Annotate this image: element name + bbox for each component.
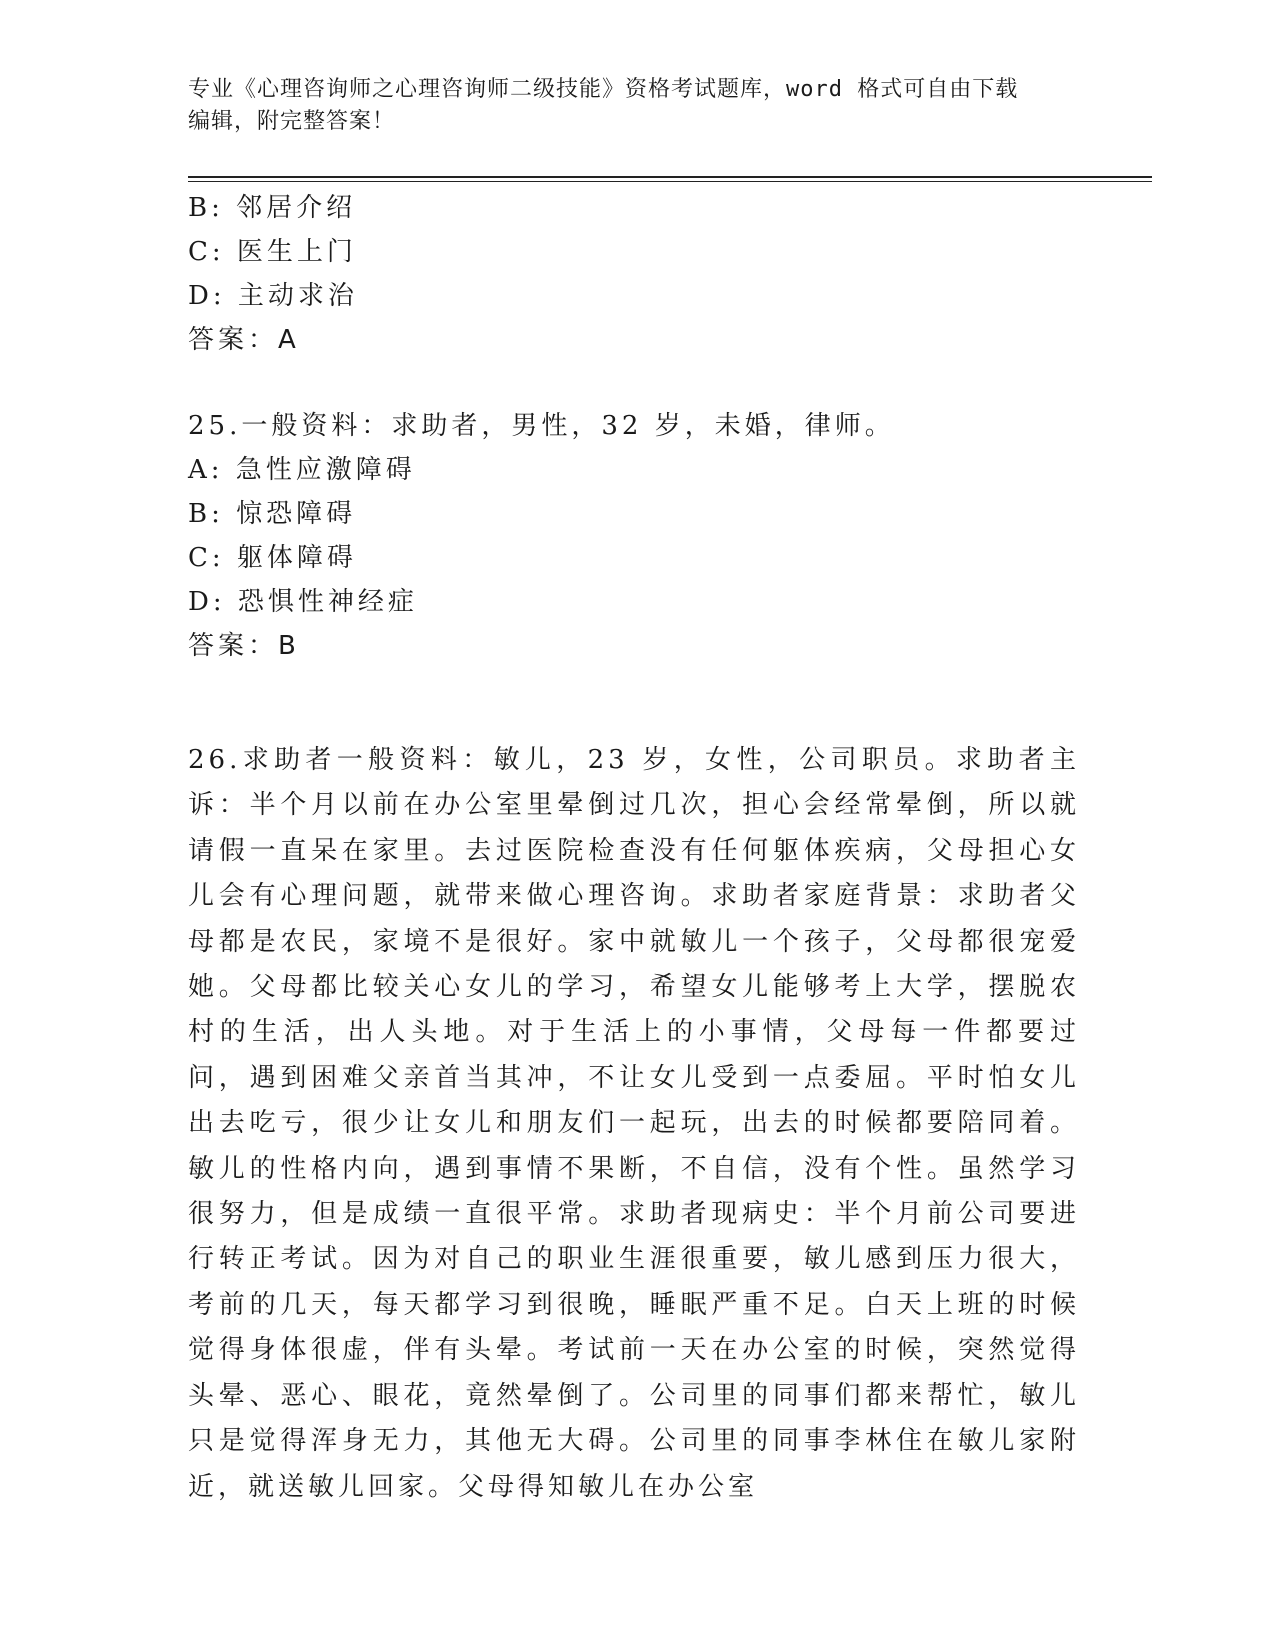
q24-answer: 答案：A — [188, 325, 300, 355]
q25-option-d: D: 恐惧性神经症 — [188, 587, 418, 617]
q25-stem: 25.一般资料：求助者，男性，32 岁，未婚，律师。 — [188, 411, 895, 441]
q25-option-b: B: 惊恐障碍 — [188, 499, 357, 529]
header-line-2: 编辑，附完整答案！ — [188, 109, 396, 134]
q25-option-c: C: 躯体障碍 — [188, 543, 357, 573]
page-header — [188, 74, 1088, 138]
q24-option-b: B: 邻居介绍 — [188, 193, 357, 223]
header-divider — [188, 176, 1152, 178]
header-line-1: 专业《心理咨询师之心理咨询师二级技能》资格考试题库，word 格式可自由下载 — [188, 77, 1019, 102]
q24-option-c: C: 医生上门 — [188, 237, 357, 267]
header-divider-thin — [188, 181, 1152, 182]
q26-paragraph: 26.求助者一般资料：敏儿，23 岁，女性，公司职员。求助者主诉：半个月以前在办公室里晕倒过几次，担心会经常晕倒，所以就请假一直呆在家里。去过医院检查没有任何躯体疾病，父母担心女儿会有心理问题，就带来做心理咨询。求助者家庭背景：求助者父母都是农民，家境不是很好。家中就敏儿一个孩子，父母都很宠爱她。父母都比较关心女儿的学习，希望女儿能够考上大学，摆脱农村的生活，出人头地。对于生活上的小事情，父母每一件都要过问，遇到困难父亲首当其冲，不让女儿受到一点委屈。平时怕女儿出去吃亏，很少让女儿和朋友们一起玩，出去的时候都要陪同着。敏儿的性格内向，遇到事情不果断，不自信，没有个性。虽然学习很努力，但是成绩一直很平常。求助者现病史：半个月前公司要进行转正考试。因为对自己的职业生涯很重要，敏儿感到压力很大，考前的几天，每天都学习到很晚，睡眠严重不足。白天上班的时候觉得身体很虚，伴有头晕。考试前一天在办公室的时候，突然觉得头晕、恶心、眼花，竟然晕倒了。公司里的同事们都来帮忙，敏儿只是觉得浑身无力，其他无大碍。公司里的同事李林住在敏儿家附近，就送敏儿回家。父母得知敏儿在办公室 — [188, 745, 1080, 1502]
q25-answer: 答案：B — [188, 631, 300, 661]
q25-option-a: A: 急性应激障碍 — [188, 455, 416, 485]
q24-option-d: D: 主动求治 — [188, 281, 358, 311]
